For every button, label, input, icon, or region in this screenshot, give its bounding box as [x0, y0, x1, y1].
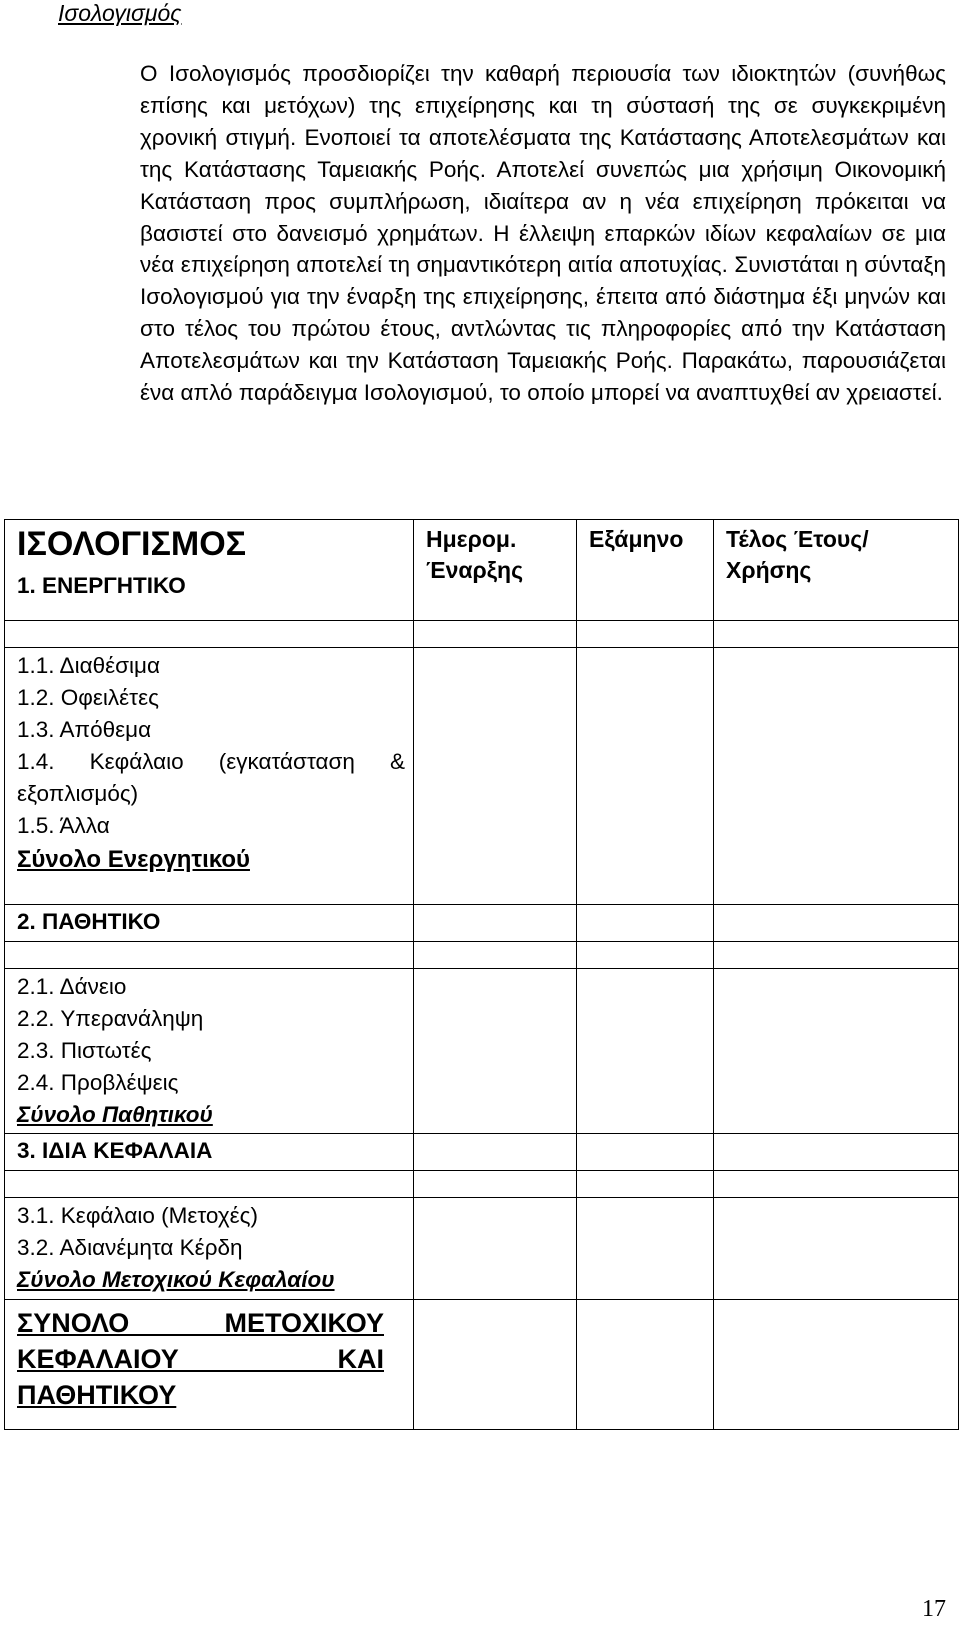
list-item: 2.3. Πιστωτές: [17, 1038, 152, 1063]
list-item: 2.1. Δάνειο: [17, 974, 127, 999]
liabilities-header: 2. ΠΑΘΗΤΙΚΟ: [17, 909, 161, 934]
list-item: 3.2. Αδιανέμητα Κέρδη: [17, 1235, 243, 1260]
grand-total-line: ΠΑΘΗΤΙΚΟΥ: [17, 1380, 177, 1410]
liabilities-cell: [5, 969, 414, 1134]
grand-total-row: [5, 1300, 959, 1430]
balance-sheet-title: ΙΣΟΛΟΓΙΣΜΟΣ: [17, 525, 247, 563]
assets-header: 1. ΕΝΕΡΓΗΤΙΚΟ: [17, 573, 186, 598]
list-item: 1.5. Άλλα: [17, 813, 110, 838]
grand-total-cell: [5, 1300, 414, 1430]
intro-paragraph: [140, 58, 946, 409]
grand-total-line: ΚΕΦΑΛΑΙΟΥ ΚΑΙ: [17, 1344, 384, 1374]
liabilities-total: Σύνολο Παθητικού: [17, 1102, 213, 1127]
spacer-row: [5, 1171, 959, 1198]
assets-cell: [5, 648, 414, 905]
assets-row: [5, 648, 959, 905]
col-end-label: Τέλος Έτους/Χρήσης: [726, 526, 869, 583]
col-start-label: Ημερομ. Έναρξης: [426, 526, 524, 583]
liabilities-header-cell: [5, 905, 414, 942]
list-item: εξοπλισμός): [17, 781, 139, 806]
col-six-label: Εξάμηνο: [589, 526, 684, 552]
spacer-row: [5, 621, 959, 648]
col-end-header: [714, 520, 959, 621]
assets-total: Σύνολο Ενεργητικού: [17, 846, 250, 873]
list-item: 3.1. Κεφάλαιο (Μετοχές): [17, 1203, 259, 1228]
equity-header-row: [5, 1134, 959, 1171]
section-heading: Ισολογισμός: [58, 0, 182, 26]
list-item: 2.4. Προβλέψεις: [17, 1070, 179, 1095]
col-six-header: [577, 520, 714, 621]
intro-text: Ο Ισολογισμός προσδιορίζει την καθαρή περιουσία των ιδιοκτητών (συνήθως επίσης και μετόχων) της επιχείρησης και τη σύστασή της σε συγκεκριμένη χρονική στιγμή. Ενοποιεί τα αποτελέσματα της Κατάστασης Αποτελεσμάτων και της Κατάστασης Ταμειακής Ροής. Αποτελεί συνεπώς μια χρήσιμη Οικονομική Κατάσταση προς συμπλήρωση, ιδιαίτερα αν η νέα επιχείρηση πρόκειται να βασιστεί στο δανεισμό χρημάτων. Η έλλειψη επαρκών ιδίων κεφαλαίων σε μια νέα επιχείρηση αποτελεί τη σημαντικότερη αιτία αποτυχίας. Συνιστάται η σύνταξη Ισολογισμού για την έναρξη της επιχείρησης, έπειτα από διάστημα έξι μηνών και στο τέλος του πρώτου έτους, αντλώντας τις πληροφορίες από την Κατάσταση Αποτελεσμάτων και την Κατάσταση Ταμειακής Ροής. Παρακάτω, παρουσιάζεται ένα απλό παράδειγμα Ισολογισμού, το οποίο μπορεί να αναπτυχθεί αν χρειαστεί.: [140, 61, 946, 406]
list-item: 1.4. Κεφάλαιο (εγκατάσταση &: [17, 749, 405, 774]
grand-total-line: ΣΥΝΟΛΟ ΜΕΤΟΧΙΚΟΥ: [17, 1308, 384, 1338]
equity-total: Σύνολο Μετοχικού Κεφαλαίου: [17, 1267, 335, 1292]
col-start-header: [414, 520, 577, 621]
title-cell: [5, 520, 414, 621]
equity-header-cell: [5, 1134, 414, 1171]
liabilities-row: [5, 969, 959, 1134]
list-item: 1.1. Διαθέσιμα: [17, 653, 160, 678]
list-item: 1.3. Απόθεμα: [17, 717, 152, 742]
equity-header: 3. ΙΔΙΑ ΚΕΦΑΛΑΙΑ: [17, 1138, 213, 1163]
equity-row: [5, 1198, 959, 1300]
equity-cell: [5, 1198, 414, 1300]
balance-sheet-table: [4, 519, 959, 1430]
spacer-row: [5, 942, 959, 969]
list-item: 1.2. Οφειλέτες: [17, 685, 159, 710]
list-item: 2.2. Υπερανάληψη: [17, 1006, 204, 1031]
liabilities-header-row: [5, 905, 959, 942]
page-number: 17: [922, 1596, 946, 1622]
table-header-row: [5, 520, 959, 621]
